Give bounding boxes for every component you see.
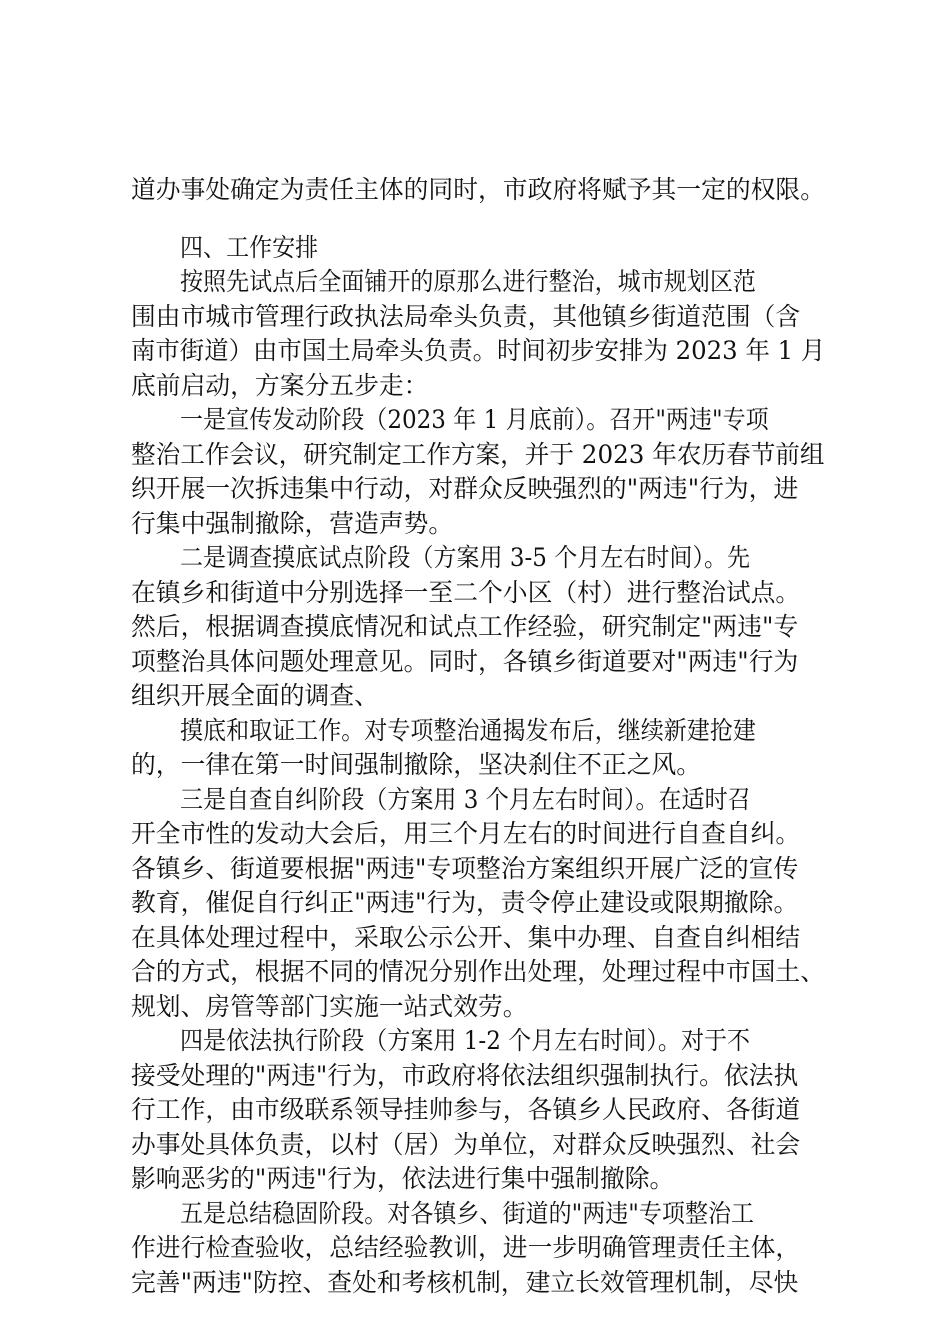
text-line: 南市街道）由市国土局牵头负责。时间初步安排为 2023 年 1 月 — [131, 336, 826, 365]
text-line: 规划、房管等部门实施一站式效劳。 — [131, 992, 528, 1021]
text-line: 影响恶劣的"两违"行为，依法进行集中强制撤除。 — [131, 1164, 675, 1193]
text-line: 教育，催促自行纠正"两违"行为，责令停止建设或限期撤除。 — [131, 888, 799, 917]
text-line: 四是依法执行阶段（方案用 1-2 个月左右时间）。对于不 — [180, 1026, 751, 1055]
text-line: 然后，根据调查摸底情况和试点工作经验，研究制定"两违"专 — [131, 612, 799, 641]
text-line: 接受处理的"两违"行为，市政府将依法组织强制执行。依法执 — [131, 1061, 799, 1090]
text-line: 的，一律在第一时间强制撤除，坚决刹住不正之风。 — [131, 750, 702, 779]
text-line: 在具体处理过程中，采取公示公开、集中办理、自查自纠相结 — [131, 923, 801, 952]
text-line: 在镇乡和街道中分别选择一至二个小区（村）进行整治试点。 — [131, 578, 801, 607]
text-line: 合的方式，根据不同的情况分别作出处理，处理过程中市国土、 — [131, 957, 826, 986]
text-line: 开全市性的发动大会后，用三个月左右的时间进行自查自纠。 — [131, 819, 801, 848]
text-line: 底前启动，方案分五步走： — [131, 371, 429, 400]
text-line: 项整治具体问题处理意见。同时，各镇乡街道要对"两违"行为 — [131, 647, 799, 676]
text-line: 行工作，由市级联系领导挂帅参与，各镇乡人民政府、各街道 — [131, 1095, 801, 1124]
text-line: 摸底和取证工作。对专项整治通揭发布后，继续新建抢建 — [180, 716, 756, 745]
text-line: 完善"两违"防控、查处和考核机制，建立长效管理机制，尽快 — [131, 1268, 799, 1297]
text-line: 办事处具体负责，以村（居）为单位，对群众反映强烈、社会 — [131, 1130, 801, 1159]
text-line: 一是宣传发动阶段（2023 年 1 月底前）。召开"两违"专项 — [180, 405, 769, 434]
text-line: 作进行检查验收，总结经验教训，进一步明确管理责任主体， — [131, 1233, 801, 1262]
text-line: 三是自查自纠阶段（方案用 3 个月左右时间）。在适时召 — [180, 785, 751, 814]
text-line: 按照先试点后全面铺开的原那么进行整治，城市规划区范 — [180, 267, 756, 296]
text-line: 组织开展全面的调查、 — [131, 681, 379, 710]
text-line: 五是总结稳固阶段。对各镇乡、街道的"两违"专项整治工 — [180, 1199, 755, 1228]
text-line: 围由市城市管理行政执法局牵头负责，其他镇乡街道范围（含 — [131, 302, 801, 331]
text-line: 道办事处确定为责任主体的同时，市政府将赋予其一定的权限。 — [131, 175, 826, 204]
text-line: 各镇乡、街道要根据"两违"专项整治方案组织开展广泛的宣传 — [131, 854, 799, 883]
text-line: 织开展一次拆违集中行动，对群众反映强烈的"两违"行为，进 — [131, 474, 799, 503]
text-line: 整治工作会议，研究制定工作方案，并于 2023 年农历春节前组 — [131, 440, 825, 469]
section-heading: 四、工作安排 — [180, 233, 319, 262]
text-line: 二是调查摸底试点阶段（方案用 3-5 个月左右时间）。先 — [180, 543, 751, 572]
text-line: 行集中强制撤除，营造声势。 — [131, 509, 454, 538]
